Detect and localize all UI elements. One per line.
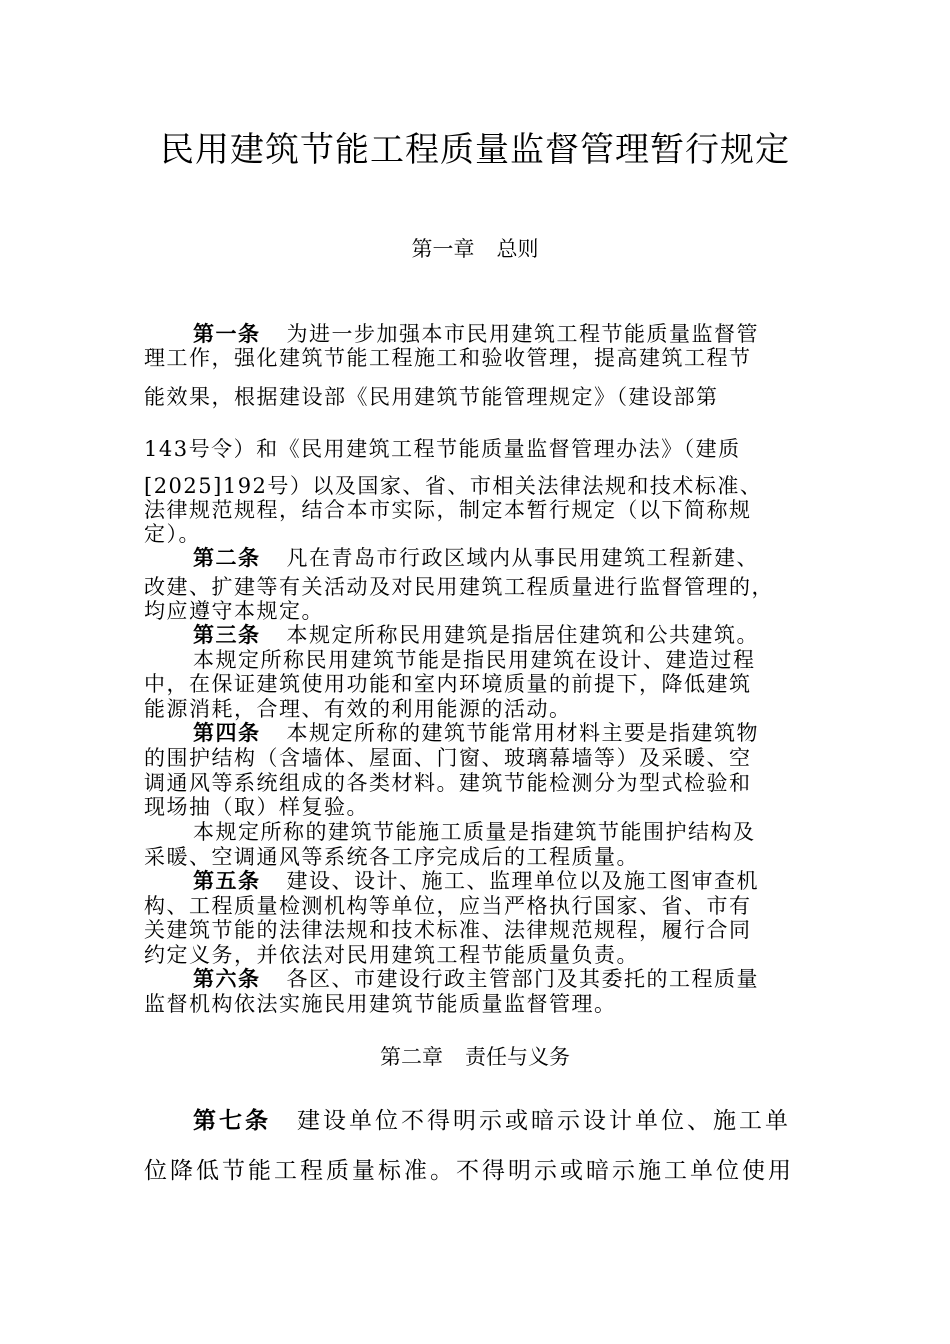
chapter-number: 第二章 xyxy=(380,1045,443,1069)
article-2-line-2: 改建、扩建等有关活动及对民用建筑工程质量进行监督管理的， xyxy=(144,575,774,599)
article-2-line-1 xyxy=(193,546,759,570)
article-label: 第七条 xyxy=(193,1107,271,1134)
article-4-para-2-line-1: 本规定所称的建筑节能施工质量是指建筑节能围护结构及 xyxy=(193,820,756,844)
article-6-line-1 xyxy=(193,967,759,991)
article-4-line-2: 的围护结构（含墙体、屋面、门窗、玻璃幕墙等）及采暖、空 xyxy=(144,746,752,770)
article-6-line-2: 监督机构依法实施民用建筑节能质量监督管理。 xyxy=(144,992,617,1016)
article-label: 第一条 xyxy=(193,321,261,346)
article-1-line-4: 143号令）和《民用建筑工程节能质量监督管理办法》（建质 xyxy=(144,437,741,461)
article-2-line-3: 均应遵守本规定。 xyxy=(144,599,324,623)
article-1-line-1 xyxy=(193,322,759,346)
chapter-heading-1 xyxy=(0,234,950,264)
article-1-line-2: 理工作，强化建筑节能工程施工和验收管理，提高建筑工程节 xyxy=(144,346,752,370)
article-7-line-1 xyxy=(193,1106,791,1136)
article-label: 第二条 xyxy=(193,545,261,570)
article-label: 第六条 xyxy=(193,966,261,991)
article-5-line-4: 约定义务，并依法对民用建筑工程节能质量负责。 xyxy=(144,943,639,967)
article-7-line-2: 位降低节能工程质量标准。不得明示或暗示施工单位使用 xyxy=(144,1158,794,1184)
chapter-name: 总则 xyxy=(496,237,539,261)
article-label: 第四条 xyxy=(193,720,261,745)
article-text: 建设、设计、施工、监理单位以及施工图审查机 xyxy=(286,869,759,893)
article-1-line-6: 法律规范规程，结合本市实际，制定本暂行规定（以下简称规 xyxy=(144,498,752,522)
article-3-line-1 xyxy=(193,623,759,647)
article-text: 凡在青岛市行政区域内从事民用建筑工程新建、 xyxy=(286,546,759,570)
chapter-name: 责任与义务 xyxy=(465,1045,570,1069)
article-5-line-3: 关建筑节能的法律法规和技术标准、法律规范规程，履行合同 xyxy=(144,918,752,942)
article-text: 本规定所称民用建筑是指居住建筑和公共建筑。 xyxy=(286,623,759,647)
article-4-line-3: 调通风等系统组成的各类材料。建筑节能检测分为型式检验和 xyxy=(144,771,752,795)
article-4-line-4: 现场抽（取）样复验。 xyxy=(144,795,369,819)
article-1-line-5: [2025]192号）以及国家、省、市相关法律法规和技术标准、 xyxy=(144,474,763,498)
article-1-line-7: 定）。 xyxy=(144,522,201,546)
article-1-line-3: 能效果，根据建设部《民用建筑节能管理规定》（建设部第 xyxy=(144,385,719,409)
article-5-line-2: 构、工程质量检测机构等单位，应当严格执行国家、省、市有 xyxy=(144,894,752,918)
article-3-para-2-line-2: 中，在保证建筑使用功能和室内环境质量的前提下，降低建筑 xyxy=(144,672,752,696)
chapter-number: 第一章 xyxy=(411,237,475,261)
article-text: 为进一步加强本市民用建筑工程节能质量监督管 xyxy=(286,322,759,346)
article-3-para-2-line-3: 能源消耗，合理、有效的利用能源的活动。 xyxy=(144,697,572,721)
article-4-line-1 xyxy=(193,721,759,745)
article-text: 建设单位不得明示或暗示设计单位、施工单 xyxy=(297,1108,791,1134)
article-label: 第五条 xyxy=(193,868,261,893)
article-text: 本规定所称的建筑节能常用材料主要是指建筑物 xyxy=(286,721,759,745)
article-text: 各区、市建设行政主管部门及其委托的工程质量 xyxy=(286,967,759,991)
document-title: 民用建筑节能工程质量监督管理暂行规定 xyxy=(160,130,790,170)
article-4-para-2-line-2: 采暖、空调通风等系统各工序完成后的工程质量。 xyxy=(144,845,639,869)
chapter-heading-2 xyxy=(0,1042,950,1072)
article-5-line-1 xyxy=(193,869,759,893)
article-label: 第三条 xyxy=(193,622,261,647)
article-3-para-2-line-1: 本规定所称民用建筑节能是指民用建筑在设计、建造过程 xyxy=(193,648,756,672)
